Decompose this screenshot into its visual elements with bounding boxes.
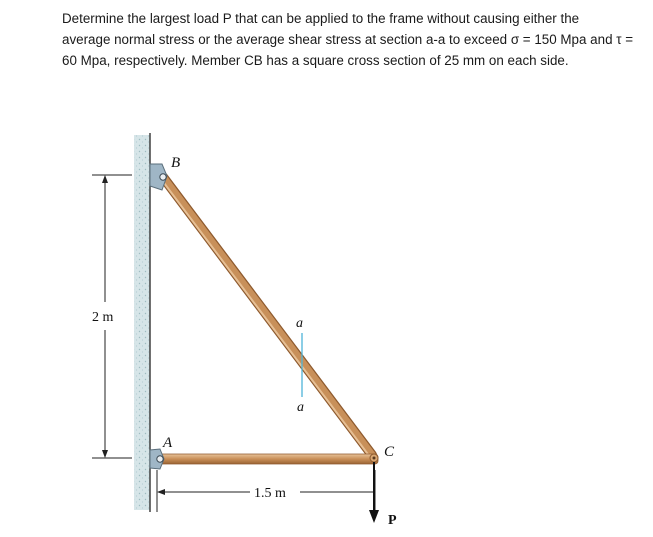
dimension-label-2m: 2 m (92, 310, 114, 325)
label-section-a-bottom: a (297, 400, 304, 415)
support-wall (134, 133, 150, 512)
label-b: B (171, 155, 181, 171)
member-ac (156, 454, 378, 464)
problem-line-1: Determine the largest load P that can be applied to the frame without causing either the (62, 11, 580, 26)
label-p: P (388, 513, 397, 528)
label-section-a-top: a (296, 316, 303, 331)
member-cb (161, 177, 372, 457)
pin-support-a (150, 449, 164, 469)
label-a: A (163, 435, 173, 451)
joint-c (370, 454, 378, 462)
dimension-label-1-5m: 1.5 m (254, 486, 286, 501)
problem-line-3: 60 Mpa, respectively. Member CB has a square cross section of 25 mm on each side. (62, 53, 569, 68)
label-c: C (384, 444, 395, 460)
problem-line-2: average normal stress or the average shear stress at section a-a to exceed σ = 150 Mpa and τ = (62, 32, 634, 47)
